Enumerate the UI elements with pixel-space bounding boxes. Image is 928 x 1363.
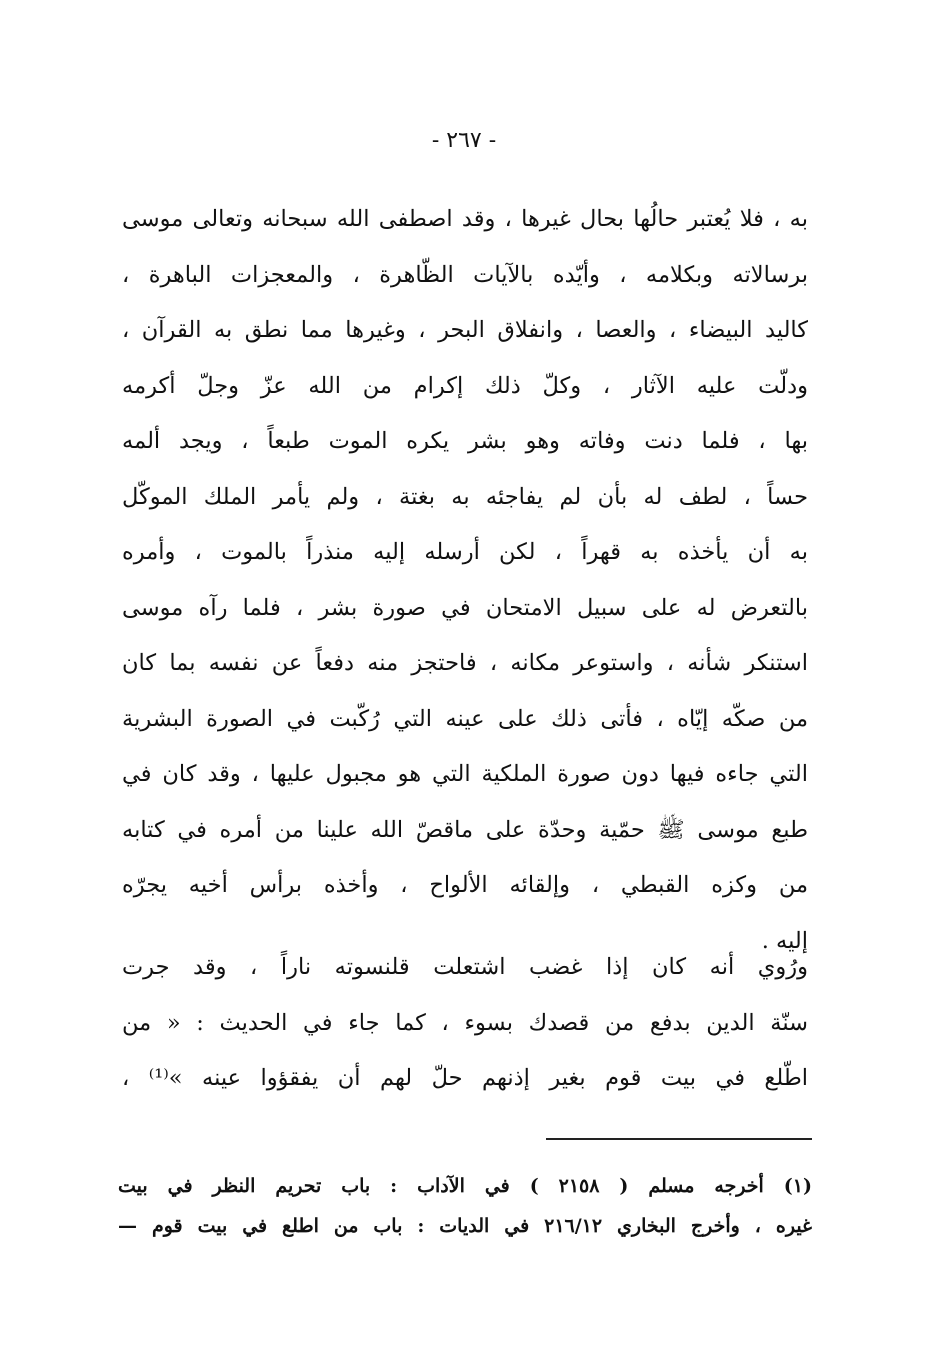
text-line: حساً ، لطف له بأن لم يفاجئه به بغتة ، ولم يأمر الملك الموكّل <box>122 483 808 510</box>
footnotes <box>118 1166 812 1246</box>
text-line: به ، فلا يُعتبر حالُها بحال غيرها ، وقد اصطفى الله سبحانه وتعالى موسى <box>122 206 808 232</box>
text-line: سنّة الدين بدفع من قصدك بسوء ، كما جاء في الحديث : « من <box>122 1009 808 1036</box>
text-line: برسالاته وبكلامه ، وأيّده بالآيات الظّاهرة ، والمعجزات الباهرة ، <box>122 261 808 288</box>
text-line: بالتعرض له على سبيل الامتحان في صورة بشر ، فلما رآه موسى <box>122 594 808 621</box>
text-line: استنكر شأنه ، واستوعر مكانه ، فاحتجز منه دفعاً عن نفسه بما كان <box>122 650 808 676</box>
text-line: به أن يأخذه به قهراً ، لكن أرسله إليه منذراً بالموت ، وأمره <box>122 539 808 565</box>
text-line: من وكزه القبطي ، وإلقائه الألواح ، وأخذه برأس أخيه يجرّه <box>122 872 808 898</box>
footnote-line: غيره ، وأخرج البخاري ٢١٦/١٢ في الديات : باب من اطلع في بيت قوم — <box>118 1215 812 1237</box>
footnote-line: (١) أخرجه مسلم ( ٢١٥٨ ) في الآداب : باب تحريم النظر في بيت <box>118 1175 812 1197</box>
page-number: - ٢٦٧ - <box>431 128 497 153</box>
text-line: اطّلع في بيت قوم بغير إذنهم حلّ لهم أن يفقؤوا عينه »⁽¹⁾ ، <box>122 1065 808 1091</box>
text-line: طبع موسى ﷺ حمّية وحدّة على ماقصّ الله علينا من أمره في كتابه <box>122 816 808 843</box>
text-line: بها ، فلما دنت وفاته وهو بشر يكره الموت طبعاً ، ويجد ألمه <box>122 428 808 454</box>
text-line: ورُوي أنه كان إذا غضب اشتعلت قلنسوته ناراً ، وقد جرت <box>122 954 808 980</box>
text-line: إليه . <box>761 927 808 954</box>
paragraph-1 <box>122 192 808 969</box>
text-line: كاليد البيضاء ، والعصا ، وانفلاق البحر ، وغيرها مما نطق به القرآن ، <box>122 317 808 343</box>
text-line: من صكّه إيّاه ، فأتى ذلك على عينه التي رُكّبت في الصورة البشرية <box>122 705 808 732</box>
paragraph-2 <box>122 940 808 1107</box>
text-line: التي جاءه فيها دون صورة الملكية التي هو مجبول عليها ، وقد كان في <box>122 761 808 787</box>
text-line: ودلّت عليه الآثار ، وكلّ ذلك إكرام من الله عزّ وجلّ أكرمه <box>122 372 808 399</box>
footnote-divider <box>546 1138 812 1140</box>
